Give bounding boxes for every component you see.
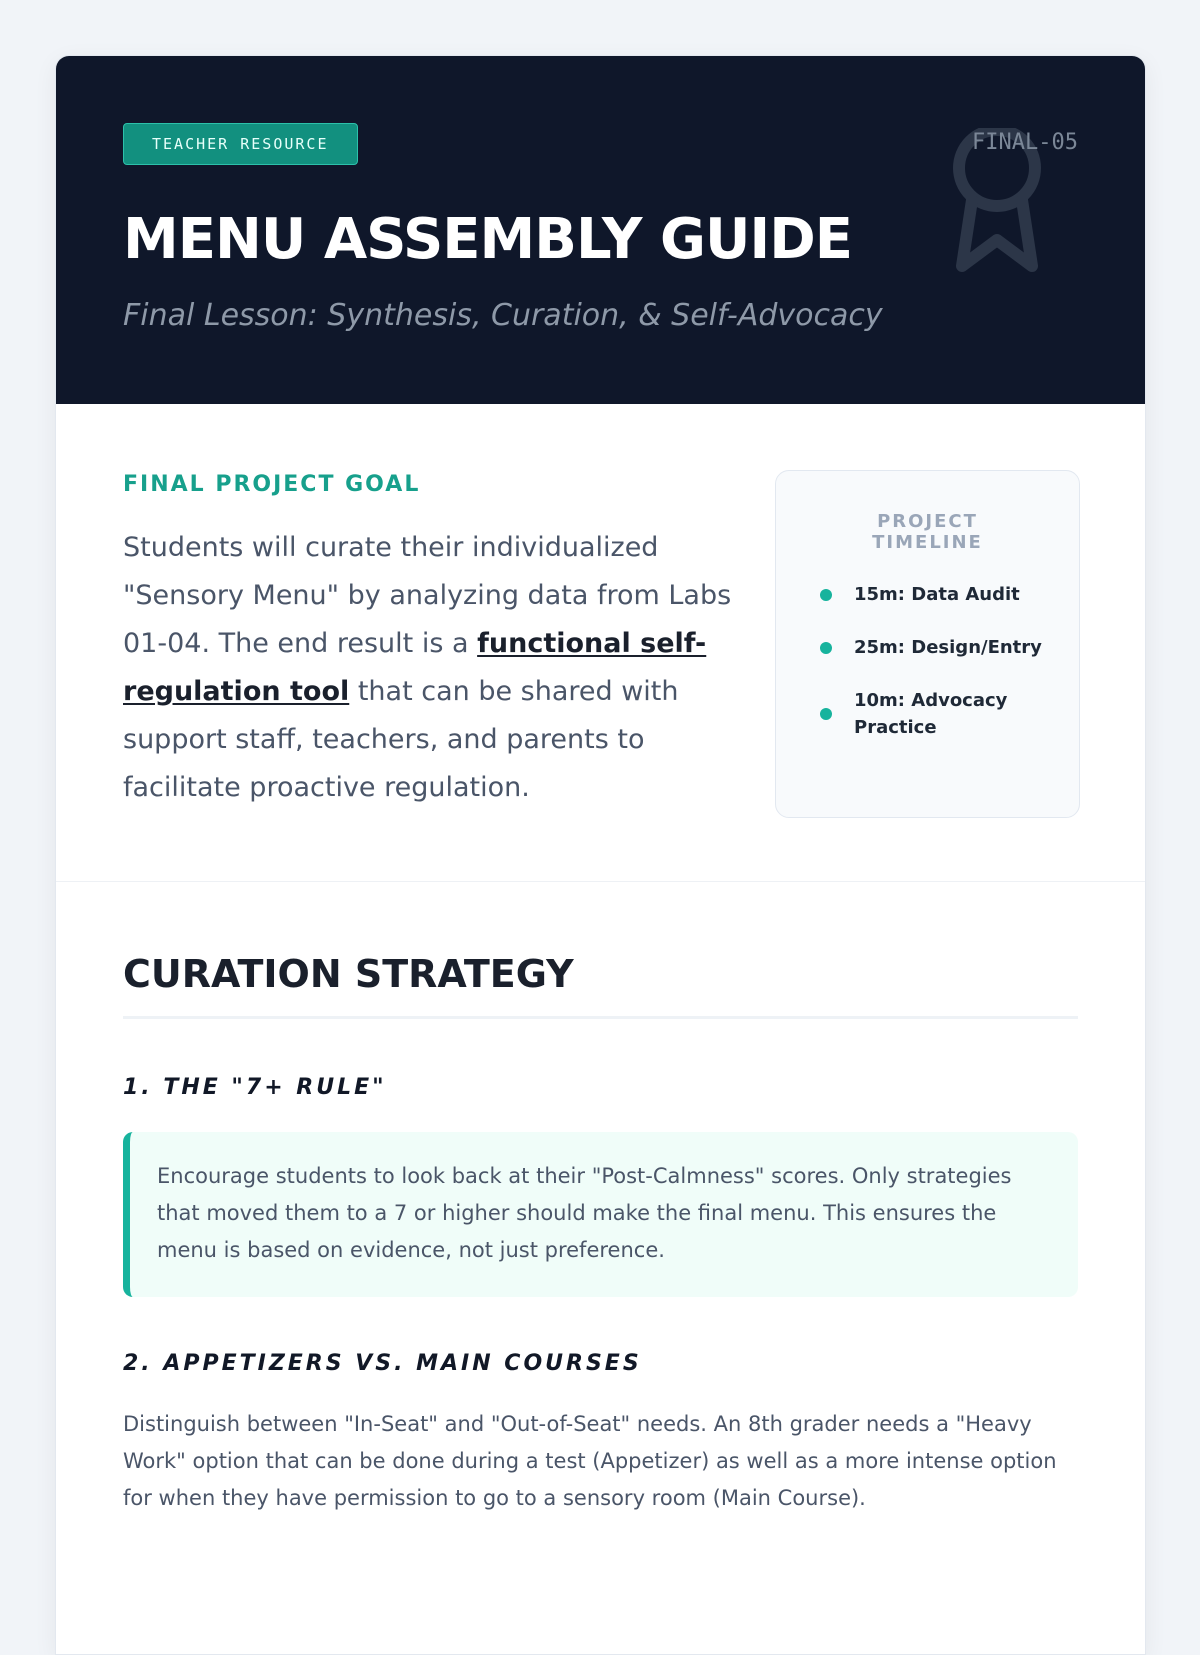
goal-text-emphasis: functional self-regulation tool <box>123 628 707 707</box>
page-subtitle: Final Lesson: Synthesis, Curation, & Self-Advocacy <box>123 298 883 333</box>
timeline-item <box>820 687 1055 741</box>
goal-section <box>56 404 1145 882</box>
bullet-dot-icon <box>820 708 832 720</box>
timeline-item-label: 15m: Data Audit <box>854 584 1020 605</box>
timeline-item-label: 25m: Design/Entry <box>854 637 1042 658</box>
course-heading: 2. APPETIZERS VS. MAIN COURSES <box>123 1351 642 1376</box>
page-title: MENU ASSEMBLY GUIDE <box>123 207 852 272</box>
strategy-section <box>56 882 1145 1517</box>
timeline-item-label: 10m: Advocacy Practice <box>854 690 1008 738</box>
rule-heading: 1. THE "7+ RULE" <box>123 1075 387 1100</box>
goal-text <box>123 524 733 812</box>
rule-callout: Encourage students to look back at their "Post-Calmness" scores. Only strategies that moved them to a 7 or higher should make the final menu. This ensures the menu is based on evidence, not just preference. <box>123 1132 1078 1297</box>
goal-text-before: Students will curate their individualized "Sensory Menu" by analyzing data from Labs 01-04. The end result is a <box>123 532 732 659</box>
project-timeline <box>775 470 1080 818</box>
timeline-item <box>820 581 1055 608</box>
course-text: Distinguish between "In-Seat" and "Out-of-Seat" needs. An 8th grader needs a "Heavy Work" option that can be done during a test (Appetizer) as well as a more intense option for when they have permission to go to a sensory room (Main Course). <box>123 1412 1057 1510</box>
bullet-dot-icon <box>820 642 832 654</box>
timeline-list <box>820 581 1055 741</box>
goal-text-after: that can be shared with support staff, teachers, and parents to facilitate proactive regulation. <box>123 676 679 803</box>
strategy-heading: CURATION STRATEGY <box>123 952 1078 1019</box>
resource-badge: TEACHER RESOURCE <box>123 123 358 165</box>
bullet-dot-icon <box>820 589 832 601</box>
timeline-title: PROJECT TIMELINE <box>872 511 983 553</box>
lesson-code: FINAL-05 <box>972 130 1078 155</box>
lesson-card <box>55 55 1146 1655</box>
hero-header <box>56 56 1145 404</box>
timeline-item <box>820 634 1055 661</box>
goal-heading: FINAL PROJECT GOAL <box>123 472 421 497</box>
